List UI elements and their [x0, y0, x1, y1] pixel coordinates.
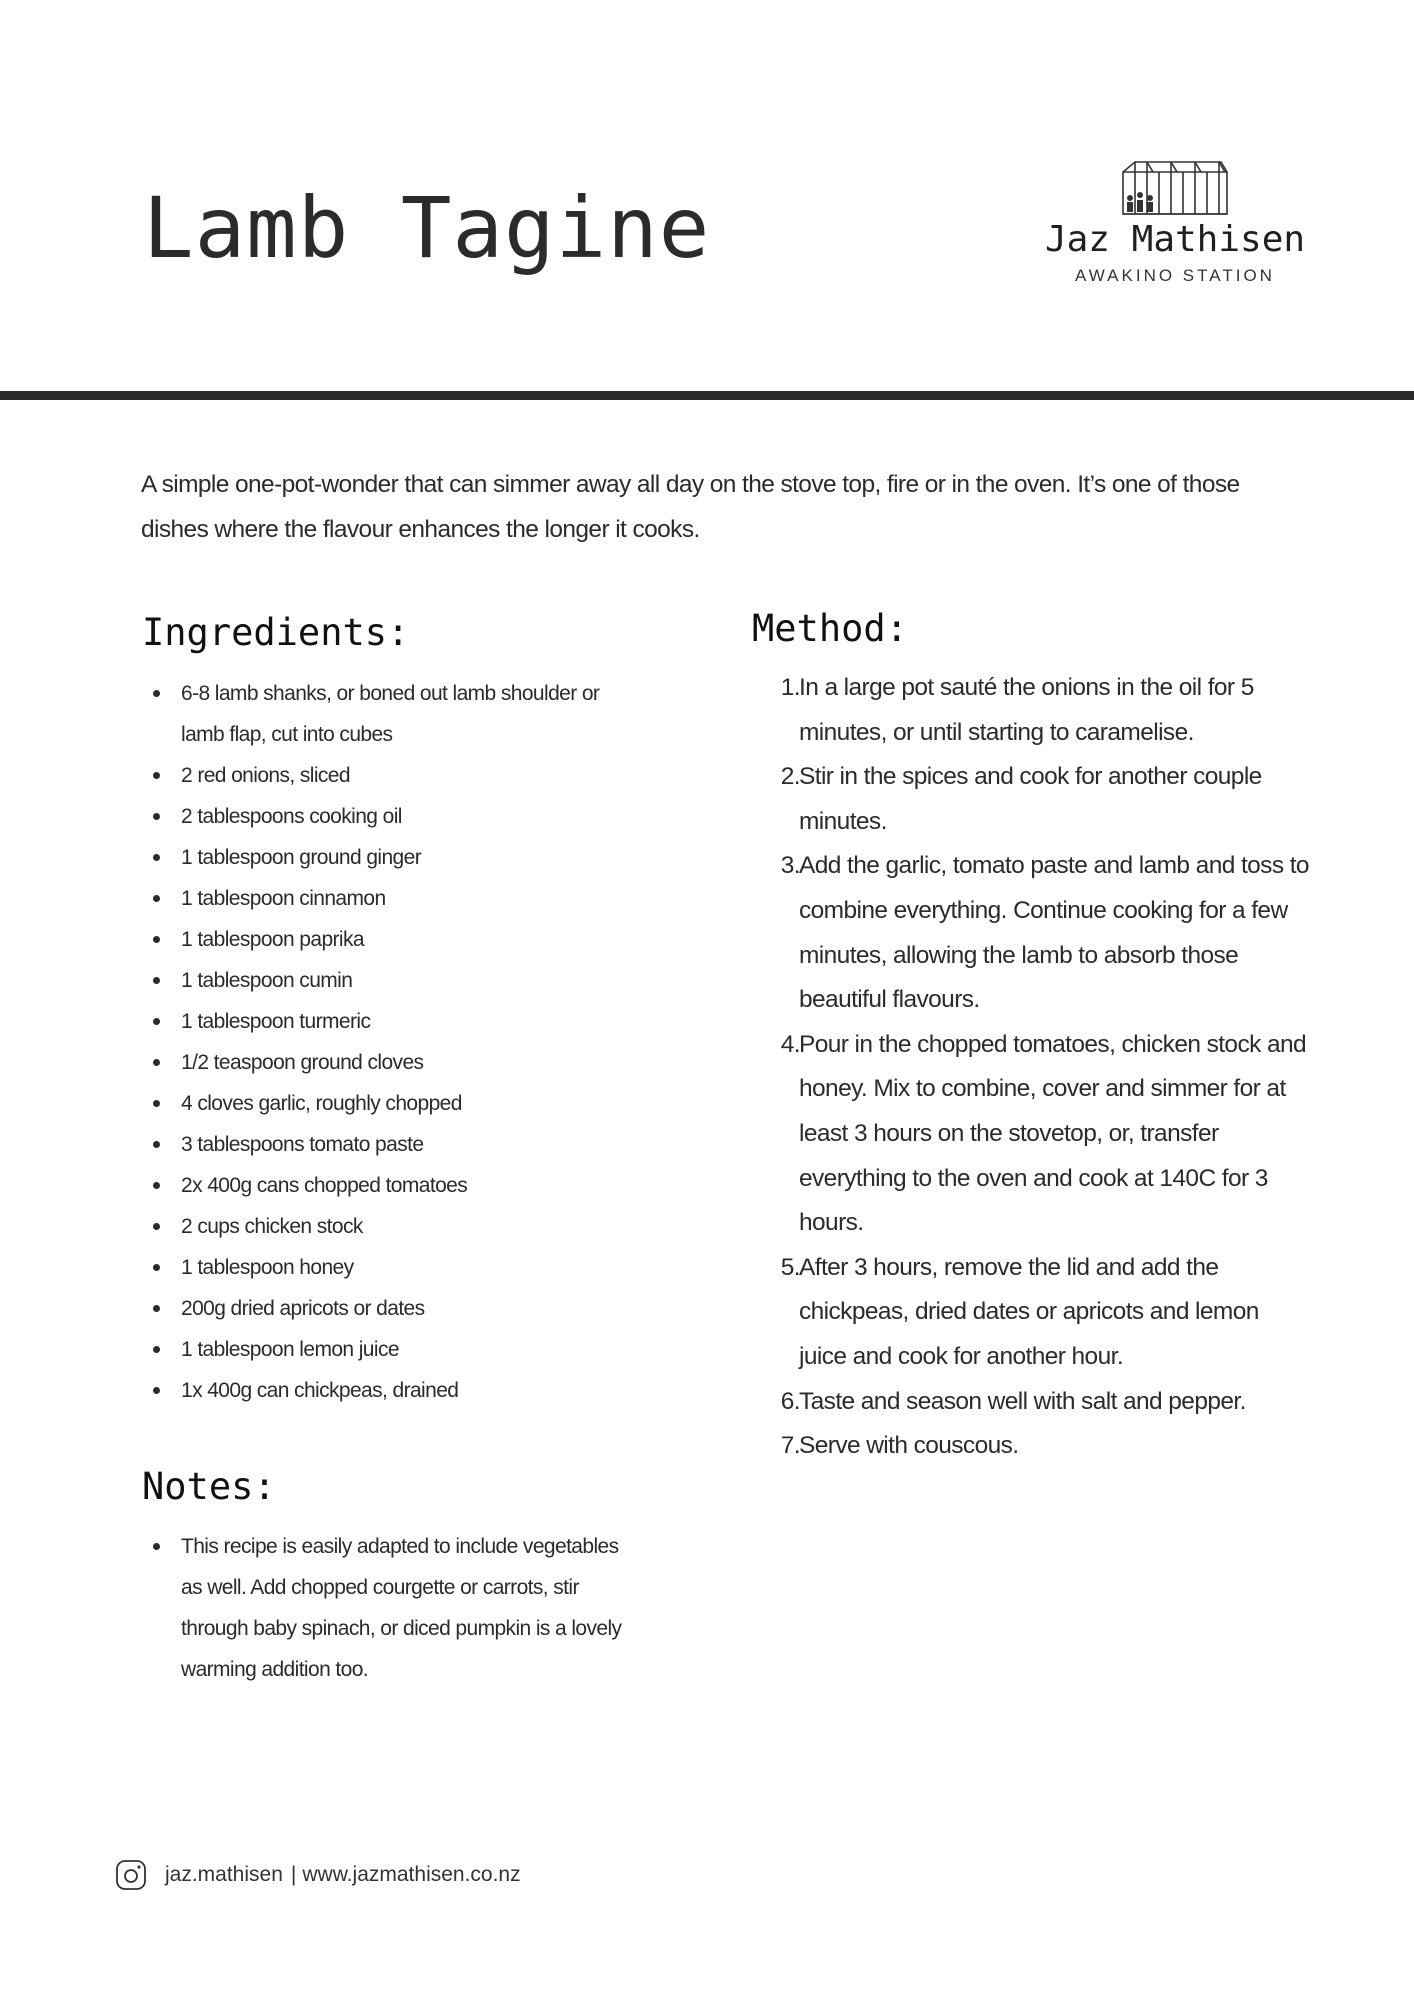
- step-text: Pour in the chopped tomatoes, chicken stock and honey. Mix to combine, cover and simmer for at least 3 hours on the stovetop, or, transfer everything to the oven and cook at 140C for 3 hours.: [799, 1030, 1307, 1237]
- ingredients-list: [142, 673, 622, 1411]
- brand-subtitle: AWAKINO STATION: [1075, 266, 1275, 285]
- list-item: 200g dried apricots or dates: [142, 1288, 622, 1329]
- list-item: 1 tablespoon lemon juice: [142, 1329, 622, 1370]
- notes-list: [142, 1526, 622, 1690]
- step-number: 5.: [780, 1253, 800, 1281]
- list-item: This recipe is easily adapted to include vegetables as well. Add chopped courgette or carrots, stir through baby spinach, or diced pumpkin is a lovely warming addition too.: [142, 1526, 622, 1690]
- list-item: 1 tablespoon ground ginger: [142, 837, 622, 878]
- footer: [115, 1857, 521, 1893]
- list-item: 1 tablespoon cumin: [142, 960, 622, 1001]
- intro-paragraph: A simple one-pot-wonder that can simmer away all day on the stove top, fire or in the oven. It’s one of those dishes where the flavour enhances the longer it cooks.: [141, 471, 1240, 543]
- list-item: 3 tablespoons tomato paste: [142, 1124, 622, 1165]
- step-text: Add the garlic, tomato paste and lamb and toss to combine everything. Continue cooking for a few minutes, allowing the lamb to absorb those beautiful flavours.: [799, 852, 1309, 1014]
- ingredients-heading: Ingredients:: [142, 611, 410, 654]
- list-item: 2x 400g cans chopped tomatoes: [142, 1165, 622, 1206]
- notes-heading: Notes:: [142, 1465, 276, 1508]
- step-text: After 3 hours, remove the lid and add the chickpeas, dried dates or apricots and lemon juice and cook for another hour.: [799, 1253, 1259, 1370]
- step-number: 1.: [780, 674, 800, 701]
- instagram-handle[interactable]: jaz.mathisen: [165, 1863, 283, 1886]
- header-divider: [0, 391, 1414, 400]
- method-step: [770, 755, 1310, 844]
- brand-name: Jaz Mathisen: [1044, 219, 1306, 260]
- list-item: 1 tablespoon turmeric: [142, 1001, 622, 1042]
- step-number: 7.: [780, 1432, 800, 1460]
- list-item: 1 tablespoon paprika: [142, 919, 622, 960]
- step-number: 3.: [780, 852, 800, 880]
- step-text: Stir in the spices and cook for another couple minutes.: [799, 763, 1262, 835]
- list-item: 2 red onions, sliced: [142, 755, 622, 796]
- list-item: 2 cups chicken stock: [142, 1206, 622, 1247]
- list-item: 4 cloves garlic, roughly chopped: [142, 1083, 622, 1124]
- footer-separator: |: [290, 1863, 297, 1886]
- method-step: [770, 1424, 1310, 1469]
- method-step: [770, 1380, 1310, 1425]
- method-step: [770, 1023, 1310, 1246]
- list-item: 1 tablespoon honey: [142, 1247, 622, 1288]
- list-item: 1/2 teaspoon ground cloves: [142, 1042, 622, 1083]
- website-link[interactable]: www.jazmathisen.co.nz: [302, 1863, 521, 1886]
- list-item: 1x 400g can chickpeas, drained: [142, 1370, 622, 1411]
- step-text: Taste and season well with salt and pepper.: [799, 1387, 1246, 1415]
- page-title: Lamb Tagine: [143, 179, 711, 277]
- method-list: [770, 666, 1310, 1469]
- brand-logo: [1030, 160, 1320, 286]
- list-item: 2 tablespoons cooking oil: [142, 796, 622, 837]
- step-number: 2.: [780, 763, 800, 791]
- list-item: 6-8 lamb shanks, or boned out lamb shoulder or lamb flap, cut into cubes: [142, 673, 622, 755]
- list-item: 1 tablespoon cinnamon: [142, 878, 622, 919]
- step-number: 6.: [780, 1387, 800, 1415]
- step-text: In a large pot sauté the onions in the oil for 5 minutes, or until starting to caramelise.: [799, 674, 1254, 746]
- method-heading: Method:: [752, 607, 908, 650]
- method-step: [770, 844, 1310, 1022]
- method-step: [770, 666, 1310, 755]
- method-step: [770, 1246, 1310, 1380]
- step-number: 4.: [780, 1030, 800, 1058]
- greenhouse-icon: [1121, 160, 1229, 216]
- step-text: Serve with couscous.: [799, 1432, 1019, 1460]
- instagram-icon[interactable]: [115, 1859, 147, 1891]
